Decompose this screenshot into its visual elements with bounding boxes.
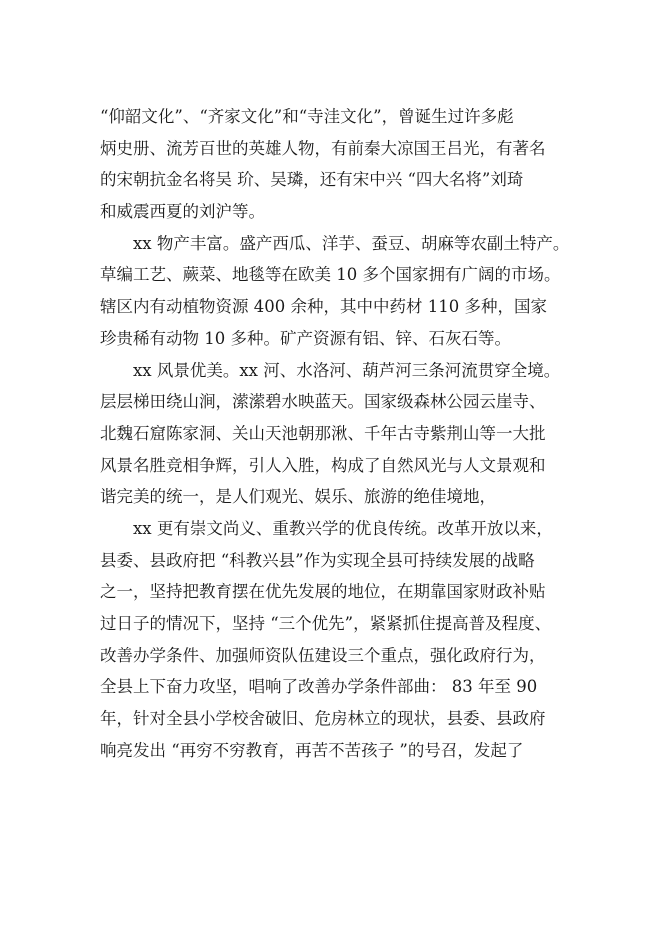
text-line: 珍贵稀有动物 10 多种。矿产资源有铝、锌、石灰石等。 bbox=[100, 328, 511, 348]
text-line: 县委、县政府把 “科教兴县”作为实现全县可持续发展的战略 bbox=[100, 550, 535, 570]
text-line: 北魏石窟陈家洞、关山天池朝那湫、千年古寺紫荆山等一大批 bbox=[100, 423, 546, 443]
paragraph-first-line: xx 更有崇文尚义、重教兴学的优良传统。改革开放以来， bbox=[133, 518, 553, 538]
text-line: 年，针对全县小学校舍破旧、危房林立的现状，县委、县政府 bbox=[100, 709, 546, 729]
text-line: 谐完美的统一，是人们观光、娱乐、旅游的绝佳境地， bbox=[100, 487, 496, 507]
text-line: 的宋朝抗金名将吴 玠、吴璘，还有宋中兴 “四大名将”刘琦 bbox=[100, 170, 524, 190]
text-line: 炳史册、流芳百世的英雄人物，有前秦大凉国王吕光，有著名 bbox=[100, 138, 546, 158]
text-line: 过日子的情况下，坚持 “三个优先”，紧紧抓住提高普及程度、 bbox=[100, 614, 552, 633]
text-line: “仰韶文化”、“齐家文化”和“寺洼文化”，曾诞生过许多彪 bbox=[100, 107, 514, 126]
text-line: 之一，坚持把教育摆在优先发展的地位，在期靠国家财政补贴 bbox=[100, 582, 546, 602]
text-line: 层层梯田绕山涧，潆潆碧水映蓝天。国家级森林公园云崖寺、 bbox=[100, 392, 546, 412]
paragraph-first-line: xx 风景优美。xx 河、水洛河、葫芦河三条河流贯穿全境。 bbox=[133, 360, 561, 380]
text-line: 和威震西夏的刘沪等。 bbox=[100, 202, 265, 222]
text-line: 风景名胜竞相争辉，引人入胜，构成了自然风光与人文景观和 bbox=[100, 455, 546, 475]
text-line: 辖区内有动植物资源 400 余种，其中中药材 110 多种，国家 bbox=[100, 297, 547, 317]
text-line: 全县上下奋力攻坚，唱响了改善办学条件部曲： 83 年至 90 bbox=[100, 677, 538, 697]
document-body bbox=[100, 101, 600, 766]
paragraph-first-line: xx 物产丰富。盛产西瓜、洋芋、蚕豆、胡麻等农副土特产。 bbox=[133, 233, 570, 253]
text-line: 草编工艺、蕨菜、地毯等在欧美 10 多个国家拥有广阔的市场。 bbox=[100, 265, 561, 285]
text-line: 响亮发出 “再穷不穷教育，再苦不苦孩子 ”的号召，发起了 bbox=[100, 740, 524, 760]
text-line: 改善办学条件、加强师资队伍建设三个重点，强化政府行为， bbox=[100, 645, 546, 665]
